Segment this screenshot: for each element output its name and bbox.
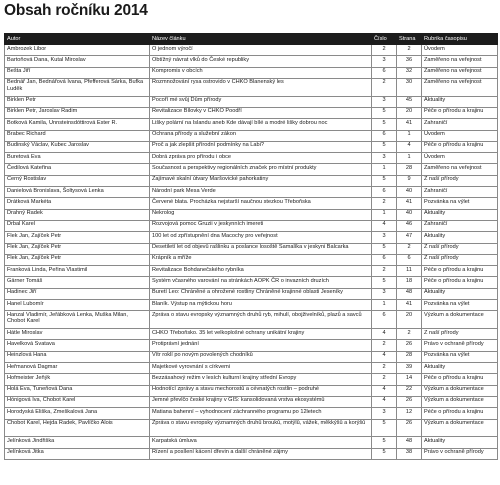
column-header-strana: Strana bbox=[397, 34, 422, 45]
cell-cislo: 4 bbox=[372, 396, 397, 407]
cell-strana: 18 bbox=[397, 277, 422, 288]
cell-rubrika: Aktuality bbox=[422, 288, 498, 299]
cell-cislo: 4 bbox=[372, 220, 397, 231]
cell-autor: Bartoňová Dana, Kutal Miroslav bbox=[5, 56, 150, 67]
page-title: Obsah ročníku 2014 bbox=[4, 2, 148, 19]
cell-cislo: 5 bbox=[372, 437, 397, 448]
table-row bbox=[5, 329, 498, 340]
cell-autor: Drbal Karel bbox=[5, 220, 150, 231]
table-row bbox=[5, 45, 498, 56]
cell-strana: 47 bbox=[397, 232, 422, 243]
cell-cislo: 2 bbox=[372, 374, 397, 385]
column-header-cislo: Číslo bbox=[372, 34, 397, 45]
cell-rubrika: Zaměřeno na veřejnost bbox=[422, 56, 498, 67]
table-row bbox=[5, 164, 498, 175]
cell-strana: 1 bbox=[397, 153, 422, 164]
cell-cislo: 3 bbox=[372, 56, 397, 67]
table-row bbox=[5, 243, 498, 254]
cell-cislo: 6 bbox=[372, 311, 397, 329]
table-row bbox=[5, 187, 498, 198]
cell-nazev: Rozmnožování rysa ostrovido v CHKO Blanenský les bbox=[150, 78, 372, 96]
cell-strana: 41 bbox=[397, 119, 422, 130]
table-row bbox=[5, 396, 498, 407]
cell-nazev: Proč a jak zlepšit přírodní podmínky na Labi? bbox=[150, 141, 372, 152]
cell-rubrika: Právo v ochraně přírody bbox=[422, 448, 498, 459]
cell-autor: Birklen Petr, Jaroslav Radim bbox=[5, 107, 150, 118]
cell-rubrika: Aktuality bbox=[422, 96, 498, 107]
table-row bbox=[5, 408, 498, 419]
cell-autor: Bešta Jiří bbox=[5, 67, 150, 78]
cell-rubrika: Zahraničí bbox=[422, 220, 498, 231]
cell-autor: Danielová Bronislava, Šoltysová Lenka bbox=[5, 187, 150, 198]
cell-nazev: Pocoří mé svůj Dům přírody bbox=[150, 96, 372, 107]
cell-autor: Drátková Markéta bbox=[5, 198, 150, 209]
table-row bbox=[5, 266, 498, 277]
cell-rubrika: Pozvánka na výlet bbox=[422, 198, 498, 209]
cell-strana: 36 bbox=[397, 56, 422, 67]
cell-autor: Horodyská Eliška, Zmeškalová Jana bbox=[5, 408, 150, 419]
cell-rubrika: Z naší přírody bbox=[422, 243, 498, 254]
cell-strana: 6 bbox=[397, 254, 422, 265]
table-row bbox=[5, 374, 498, 385]
cell-rubrika: Zaměřeno na veřejnost bbox=[422, 78, 498, 96]
table-row bbox=[5, 419, 498, 437]
cell-strana: 28 bbox=[397, 164, 422, 175]
cell-strana: 20 bbox=[397, 107, 422, 118]
table-row bbox=[5, 351, 498, 362]
cell-cislo: 3 bbox=[372, 96, 397, 107]
cell-autor: Čedilová Kateřina bbox=[5, 164, 150, 175]
cell-nazev: Revitalizace Bohdanečského rybníka bbox=[150, 266, 372, 277]
cell-autor: Jelínková Jitka bbox=[5, 448, 150, 459]
cell-nazev: Obtížný návrat vlků do České republiky bbox=[150, 56, 372, 67]
cell-rubrika: Aktuality bbox=[422, 209, 498, 220]
table-row bbox=[5, 130, 498, 141]
cell-strana: 11 bbox=[397, 266, 422, 277]
cell-rubrika: Pozvánka na výlet bbox=[422, 351, 498, 362]
cell-strana: 2 bbox=[397, 329, 422, 340]
cell-nazev: Řízení a posílení kácení dřevin a další chráněné zájmy bbox=[150, 448, 372, 459]
cell-nazev: Červené blata. Procházka nejstarší naučnou stezkou Třeboňska bbox=[150, 198, 372, 209]
cell-rubrika: Aktuality bbox=[422, 363, 498, 374]
cell-cislo: 2 bbox=[372, 78, 397, 96]
cell-nazev: Lišky polární na Islandu aneb Kde dávají bílé a modré lišky dobrou noc bbox=[150, 119, 372, 130]
table-row bbox=[5, 141, 498, 152]
cell-rubrika: Aktuality bbox=[422, 232, 498, 243]
cell-strana: 41 bbox=[397, 198, 422, 209]
cell-autor: Budinský Václav, Kubec Jaroslav bbox=[5, 141, 150, 152]
table-row bbox=[5, 56, 498, 67]
cell-cislo: 5 bbox=[372, 141, 397, 152]
cell-strana: 22 bbox=[397, 385, 422, 396]
cell-strana: 28 bbox=[397, 351, 422, 362]
cell-nazev: 100 let od zpřístupnění dna Macochy pro veřejnost bbox=[150, 232, 372, 243]
cell-autor: Heinzlová Hana bbox=[5, 351, 150, 362]
cell-strana: 12 bbox=[397, 408, 422, 419]
cell-autor: Franková Linda, Peřina Vlastimil bbox=[5, 266, 150, 277]
cell-autor: Buretová Eva bbox=[5, 153, 150, 164]
cell-rubrika: Výzkum a dokumentace bbox=[422, 396, 498, 407]
cell-rubrika: Z naší přírody bbox=[422, 329, 498, 340]
cell-autor: Hadinec Jiří bbox=[5, 288, 150, 299]
cell-nazev: O jednom výročí bbox=[150, 45, 372, 56]
cell-cislo: 5 bbox=[372, 119, 397, 130]
cell-rubrika: Zahraničí bbox=[422, 119, 498, 130]
cell-cislo: 5 bbox=[372, 419, 397, 437]
table-row bbox=[5, 175, 498, 186]
cell-nazev: Národní park Mesa Verde bbox=[150, 187, 372, 198]
cell-cislo: 6 bbox=[372, 254, 397, 265]
table-row bbox=[5, 119, 498, 130]
cell-rubrika: Péče o přírodu a krajinu bbox=[422, 408, 498, 419]
cell-cislo: 6 bbox=[372, 130, 397, 141]
table-row bbox=[5, 198, 498, 209]
cell-autor: Heřmanová Dagmar bbox=[5, 363, 150, 374]
cell-rubrika: Péče o přírodu a krajinu bbox=[422, 374, 498, 385]
cell-cislo: 5 bbox=[372, 448, 397, 459]
cell-cislo: 1 bbox=[372, 300, 397, 311]
cell-autor: Hanel Lubomír bbox=[5, 300, 150, 311]
cell-cislo: 5 bbox=[372, 175, 397, 186]
cell-cislo: 4 bbox=[372, 351, 397, 362]
cell-cislo: 6 bbox=[372, 187, 397, 198]
cell-nazev: Ochrana přírody a služební zákon bbox=[150, 130, 372, 141]
cell-nazev: Revitalizace Bílovky v CHKO Poodří bbox=[150, 107, 372, 118]
cell-strana: 4 bbox=[397, 141, 422, 152]
cell-rubrika: Péče o přírodu a krajinu bbox=[422, 277, 498, 288]
cell-nazev: Dobrá zpráva pro přírodu i obce bbox=[150, 153, 372, 164]
cell-autor: Flek Jan, Zajíček Petr bbox=[5, 254, 150, 265]
cell-rubrika: Úvodem bbox=[422, 45, 498, 56]
cell-cislo: 1 bbox=[372, 164, 397, 175]
cell-rubrika: Péče o přírodu a krajinu bbox=[422, 107, 498, 118]
table-row bbox=[5, 67, 498, 78]
column-header-nazev: Název článku bbox=[150, 34, 372, 45]
cell-strana: 14 bbox=[397, 374, 422, 385]
table-row bbox=[5, 311, 498, 329]
cell-cislo: 2 bbox=[372, 45, 397, 56]
cell-nazev: Zpráva o stavu evropsky významných druhů ryb, mihulí, obojživelníků, plazů a savců bbox=[150, 311, 372, 329]
cell-strana: 26 bbox=[397, 419, 422, 437]
table-row bbox=[5, 96, 498, 107]
cell-cislo: 5 bbox=[372, 107, 397, 118]
contents-table bbox=[4, 33, 498, 460]
cell-strana: 48 bbox=[397, 288, 422, 299]
cell-strana: 41 bbox=[397, 300, 422, 311]
cell-nazev: Jemné převlčo české krajiny v GIS: kansolidovaná vrstva ekosystémů bbox=[150, 396, 372, 407]
cell-autor: Ambrozek Libor bbox=[5, 45, 150, 56]
cell-rubrika: Úvodem bbox=[422, 153, 498, 164]
cell-rubrika: Zaměřeno na veřejnost bbox=[422, 164, 498, 175]
cell-cislo: 2 bbox=[372, 198, 397, 209]
cell-nazev: Matiana bahenní – vyhodnocení záchranného programu po 12letech bbox=[150, 408, 372, 419]
column-header-autor: Autor bbox=[5, 34, 150, 45]
cell-strana: 39 bbox=[397, 363, 422, 374]
cell-nazev: Zajímavé skalní útvary Maršovické pahorkatiny bbox=[150, 175, 372, 186]
table-row bbox=[5, 363, 498, 374]
cell-nazev: Desetiletí let od objevů rašlinku a poslance losoště Šamalíka v jeskyni Balcarka bbox=[150, 243, 372, 254]
cell-nazev: Hodnotící zprávy a stavu mechorostů a cévnatých rostlin – podruhé bbox=[150, 385, 372, 396]
cell-strana: 20 bbox=[397, 311, 422, 329]
cell-cislo: 1 bbox=[372, 209, 397, 220]
cell-nazev: Systém včasného varování na stránkách AOPK ČR o invazních druzích bbox=[150, 277, 372, 288]
table-row bbox=[5, 232, 498, 243]
table-row bbox=[5, 78, 498, 96]
cell-autor: Havelková Svatava bbox=[5, 340, 150, 351]
cell-strana: 2 bbox=[397, 45, 422, 56]
table-row bbox=[5, 448, 498, 459]
cell-rubrika: Výzkum a dokumentace bbox=[422, 311, 498, 329]
cell-nazev: Majetkové vyrovnání s církvemi bbox=[150, 363, 372, 374]
cell-autor: Jelínková Jindřiška bbox=[5, 437, 150, 448]
cell-strana: 30 bbox=[397, 78, 422, 96]
table-body bbox=[5, 45, 498, 460]
cell-nazev: Současnost a perspektivy regionálních značek pro místní produkty bbox=[150, 164, 372, 175]
cell-cislo: 3 bbox=[372, 153, 397, 164]
cell-autor: Brabec Richard bbox=[5, 130, 150, 141]
cell-strana: 26 bbox=[397, 396, 422, 407]
cell-rubrika: Zaměřeno na veřejnost bbox=[422, 67, 498, 78]
table-row bbox=[5, 254, 498, 265]
cell-nazev: Vítr roklí po novým povolených chodníků bbox=[150, 351, 372, 362]
cell-nazev: Kompromis v obcích bbox=[150, 67, 372, 78]
cell-autor: Holá Eva, Tuneňová Dana bbox=[5, 385, 150, 396]
cell-strana: 38 bbox=[397, 448, 422, 459]
cell-autor: Hofmeister Jeňýk bbox=[5, 374, 150, 385]
table-row bbox=[5, 300, 498, 311]
table-row bbox=[5, 385, 498, 396]
cell-rubrika: Právo v ochraně přírody bbox=[422, 340, 498, 351]
cell-autor: Bednář Jan, Bednářová Ivana, Pfefferová Šárka, Bufka Luděk bbox=[5, 78, 150, 96]
cell-strana: 45 bbox=[397, 96, 422, 107]
cell-cislo: 5 bbox=[372, 243, 397, 254]
cell-autor: Hanzal Vladimír, Jeřábková Lenka, Muška Milan, Chobot Karel bbox=[5, 311, 150, 329]
cell-nazev: Blaník. Výstup na mýtickou horu bbox=[150, 300, 372, 311]
cell-cislo: 4 bbox=[372, 385, 397, 396]
cell-nazev: Zpráva o stavu evropsky významných druhů brouků, motýlů, vážek, měkkýšů a korýšů bbox=[150, 419, 372, 437]
table-row bbox=[5, 340, 498, 351]
cell-strana: 48 bbox=[397, 437, 422, 448]
cell-cislo: 5 bbox=[372, 277, 397, 288]
table-row bbox=[5, 209, 498, 220]
cell-autor: Hónigová Iva, Chobot Karel bbox=[5, 396, 150, 407]
cell-cislo: 6 bbox=[372, 67, 397, 78]
cell-nazev: CHKO Třeboňsko. 35 let velkoplošné ochrany unikátní krajiny bbox=[150, 329, 372, 340]
table-header-row bbox=[5, 34, 498, 45]
cell-strana: 40 bbox=[397, 209, 422, 220]
cell-nazev: Karpatská úmluva bbox=[150, 437, 372, 448]
cell-rubrika: Zahraničí bbox=[422, 187, 498, 198]
table-row bbox=[5, 288, 498, 299]
cell-rubrika: Výzkum a dokumentace bbox=[422, 419, 498, 437]
cell-autor: Birklen Petr bbox=[5, 96, 150, 107]
cell-autor: Botková Kamila, Unnsteinsdóttirová Ester R. bbox=[5, 119, 150, 130]
cell-nazev: Bezzásahový režim v lesích kulturní krajiny střední Evropy bbox=[150, 374, 372, 385]
cell-strana: 26 bbox=[397, 340, 422, 351]
column-header-rubrika: Rubrika časopisu bbox=[422, 34, 498, 45]
cell-strana: 46 bbox=[397, 220, 422, 231]
cell-rubrika: Pozvánka na výlet bbox=[422, 300, 498, 311]
table-row bbox=[5, 220, 498, 231]
cell-rubrika: Péče o přírodu a krajinu bbox=[422, 141, 498, 152]
cell-cislo: 4 bbox=[372, 329, 397, 340]
cell-autor: Gärner Tomáš bbox=[5, 277, 150, 288]
table-row bbox=[5, 153, 498, 164]
cell-nazev: Krápník a mříže bbox=[150, 254, 372, 265]
cell-cislo: 3 bbox=[372, 288, 397, 299]
cell-strana: 9 bbox=[397, 175, 422, 186]
table-row bbox=[5, 107, 498, 118]
cell-cislo: 3 bbox=[372, 408, 397, 419]
table-row bbox=[5, 277, 498, 288]
cell-rubrika: Výzkum a dokumentace bbox=[422, 385, 498, 396]
cell-nazev: Buretí Leo: Chráněné a ohrožené rostliny Chráněné krajinné oblasti Jeseníky bbox=[150, 288, 372, 299]
cell-rubrika: Z naší přírody bbox=[422, 254, 498, 265]
cell-autor: Hátle Miroslav bbox=[5, 329, 150, 340]
cell-rubrika: Úvodem bbox=[422, 130, 498, 141]
cell-cislo: 2 bbox=[372, 340, 397, 351]
cell-autor: Chobot Karel, Hejda Radek, Pavlíčko Alois bbox=[5, 419, 150, 437]
cell-strana: 2 bbox=[397, 243, 422, 254]
cell-rubrika: Z naší přírody bbox=[422, 175, 498, 186]
cell-nazev: Protiprávní jednání bbox=[150, 340, 372, 351]
cell-rubrika: Péče o přírodu a krajinu bbox=[422, 266, 498, 277]
cell-nazev: Nekrolog bbox=[150, 209, 372, 220]
cell-cislo: 3 bbox=[372, 232, 397, 243]
cell-strana: 40 bbox=[397, 187, 422, 198]
cell-rubrika: Aktuality bbox=[422, 437, 498, 448]
cell-strana: 32 bbox=[397, 67, 422, 78]
cell-autor: Černý Rostislav bbox=[5, 175, 150, 186]
table-row bbox=[5, 437, 498, 448]
cell-autor: Drahný Radek bbox=[5, 209, 150, 220]
cell-cislo: 2 bbox=[372, 266, 397, 277]
cell-strana: 1 bbox=[397, 130, 422, 141]
cell-autor: Flek Jan, Zajíček Petr bbox=[5, 232, 150, 243]
cell-autor: Flek Jan, Zajíček Petr bbox=[5, 243, 150, 254]
cell-nazev: Rozvojová pomoc Gruzii v jeskynních imereti bbox=[150, 220, 372, 231]
cell-cislo: 2 bbox=[372, 363, 397, 374]
